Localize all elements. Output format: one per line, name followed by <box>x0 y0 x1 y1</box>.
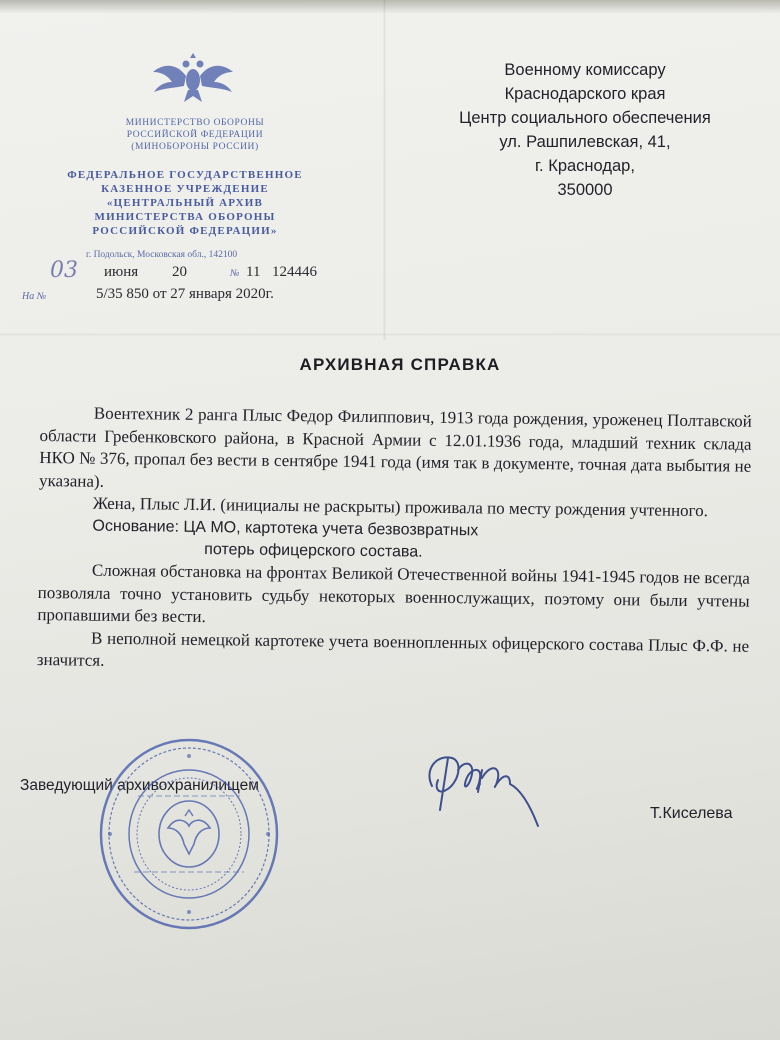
signatory-name: Т.Киселева <box>650 805 733 822</box>
reference-value: 5/35 850 от 27 января 2020г. <box>96 286 274 302</box>
addressee-block <box>440 58 730 202</box>
double-headed-eagle-emblem-icon <box>150 52 236 104</box>
number-value: 11 <box>246 264 261 280</box>
addressee-line-5: г. Краснодар, <box>535 157 635 175</box>
addressee-line-1: Военному комиссару <box>504 61 666 79</box>
institution-line-5: РОССИЙСКОЙ ФЕДЕРАЦИИ» <box>92 225 278 237</box>
basis-source-1: ЦА МО, картотека учета безвозвратных <box>183 518 479 540</box>
institution-line-3: «ЦЕНТРАЛЬНЫЙ АРХИВ <box>106 197 264 209</box>
institution-line-1: ФЕДЕРАЛЬНОЕ ГОСУДАРСТВЕННОЕ <box>67 169 303 181</box>
date-month: июня <box>104 264 139 280</box>
ministry-line-3: (МИНОБОРОНЫ РОССИИ) <box>131 142 259 152</box>
date-day: 03 <box>50 258 78 283</box>
institution-address: г. Подольск, Московская обл., 142100 <box>86 250 238 260</box>
paper-edge <box>0 0 780 14</box>
fold-line-horizontal <box>0 333 780 336</box>
document-title: АРХИВНАЯ СПРАВКА <box>299 355 501 374</box>
number-full: 124446 <box>272 264 317 280</box>
paragraph-wife: Жена, Плыс Л.И. (инициалы не раскрыты) проживала по месту рождения учтенного. <box>92 494 709 521</box>
paragraph-service-record: Воентехник 2 ранга Плыс Федор Филиппович, 1913 года рождения, уроженец Полтавской области Гребенковского района, в Красной Армии с 12.01.1936 года, младший техник склада НКО № 376, пропал без вести в сентябре 1941 года (имя так в документе, точная дата выбытия не указана). <box>38 403 752 491</box>
addressee-line-3: Центр социального обеспечения <box>459 109 711 127</box>
document-body <box>37 402 752 681</box>
handwritten-signature-icon <box>418 740 558 840</box>
signatory-position: Заведующий архивохранилищем <box>20 777 259 794</box>
date-year: 20 <box>172 264 187 280</box>
institution-line-2: КАЗЕННОЕ УЧРЕЖДЕНИЕ <box>101 183 269 195</box>
addressee-line-6: 350000 <box>557 181 613 199</box>
paragraph-war-context: Сложная обстановка на фронтах Великой Отечественной войны 1941-1945 годов не всегда позволяла точно установить судьбу некоторых военнослужащих, поэтому они были учтены пропавшими без вести. <box>37 560 751 627</box>
round-official-seal-icon <box>98 736 280 932</box>
institution-line-4: МИНИСТЕРСТВА ОБОРОНЫ <box>94 211 276 223</box>
ministry-line-2: РОССИЙСКОЙ ФЕДЕРАЦИИ <box>126 130 264 140</box>
number-sign: № <box>230 268 240 279</box>
reference-label: На № <box>22 291 47 302</box>
basis-label: Основание: <box>92 517 180 536</box>
paragraph-pow-card-index: В неполной немецкой картотеке учета военнопленных офицерского состава Плыс Ф.Ф. не значится. <box>36 628 750 671</box>
addressee-line-4: ул. Рашпилевская, 41, <box>499 133 671 151</box>
basis-source-2: потерь офицерского состава. <box>204 540 423 561</box>
fold-line-vertical <box>383 0 386 340</box>
ministry-line-1: МИНИСТЕРСТВО ОБОРОНЫ <box>125 118 265 128</box>
addressee-line-2: Краснодарского края <box>504 85 666 103</box>
